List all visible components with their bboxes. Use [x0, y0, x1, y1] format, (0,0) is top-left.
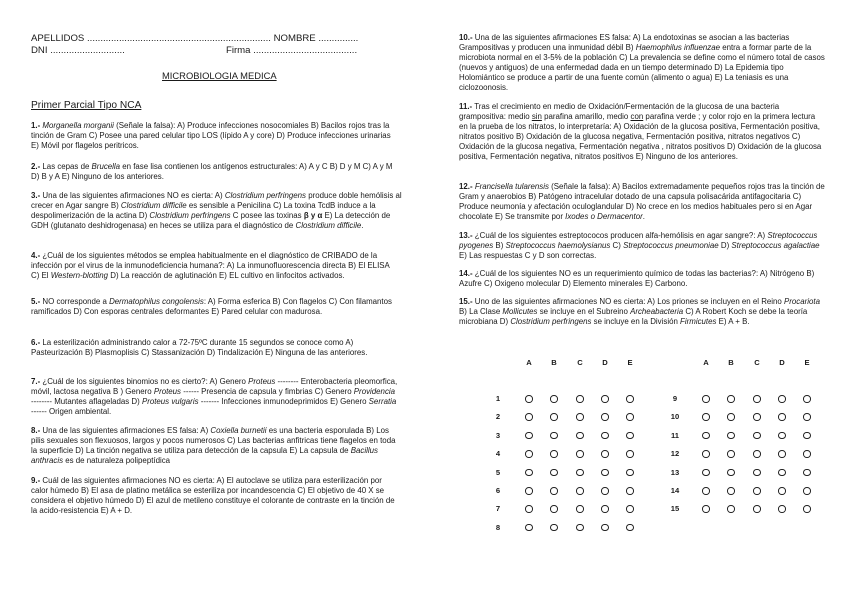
answer-bubble-5-a[interactable] [525, 469, 533, 477]
answer-bubble-6-e[interactable] [626, 487, 634, 495]
answer-bubble-10-b[interactable] [727, 413, 735, 421]
answer-bubble-13-a[interactable] [702, 469, 710, 477]
answer-bubble-12-a[interactable] [702, 450, 710, 458]
answer-bubble-14-a[interactable] [702, 487, 710, 495]
answer-row-9-number: 9 [672, 394, 678, 403]
left-header-d: D [602, 358, 608, 367]
right-header-c: C [754, 358, 760, 367]
answer-bubble-1-a[interactable] [525, 395, 533, 403]
answer-bubble-8-d[interactable] [601, 524, 609, 532]
firma-line: Firma ....................................... [226, 45, 358, 56]
answer-row-15-number: 15 [670, 504, 680, 514]
answer-bubble-14-b[interactable] [727, 487, 735, 495]
answer-bubble-9-e[interactable] [803, 395, 811, 403]
answer-row-4-number: 4 [495, 449, 501, 459]
question-8: 8.- Una de las siguientes afirmaciones ES falsa: A) Coxiella burnetii es una bacteria esporulada B) Los pilis sexuales son flexuosos, largos y pocos numerosos C) Las bacterias anfitricas tiene flagelos en toda la superficie D) La tinción negativa se utiliza para detección de la capsula E) La capsula de Bacillus anthracis es de naturaleza polipeptídica [31, 426, 396, 466]
answer-bubble-13-d[interactable] [778, 469, 786, 477]
answer-grid-left [495, 358, 645, 533]
question-2: 2.- Las cepas de Brucella en fase lisa contienen los antígenos estructurales: A) A y C B) D y M C) A y M D) B y A E) Ninguno de los anteriores. [31, 162, 393, 182]
answer-bubble-7-a[interactable] [525, 505, 533, 513]
answer-bubble-8-c[interactable] [576, 524, 584, 532]
answer-bubble-13-e[interactable] [803, 469, 811, 477]
answer-bubble-10-e[interactable] [803, 413, 811, 421]
answer-bubble-9-c[interactable] [753, 395, 761, 403]
answer-bubble-8-b[interactable] [550, 524, 558, 532]
answer-bubble-14-e[interactable] [803, 487, 811, 495]
answer-bubble-6-c[interactable] [576, 487, 584, 495]
answer-bubble-8-e[interactable] [626, 524, 634, 532]
answer-grid-right [672, 358, 822, 518]
answer-bubble-3-a[interactable] [525, 432, 533, 440]
answer-bubble-14-c[interactable] [753, 487, 761, 495]
question-3: 3.- Una de las siguientes afirmaciones NO es cierta: A) Clostridium perfringens produce doble hemólisis al crecer en Agar sangre B) Clostridium difficile es sensible a Penicilina C) La toxina TcdB induce a la despolimerización de la actina D) Clostridium perfringens C posee las toxinas β y α E) La detección de GDH (glutanato deshidrogenasa) en heces se utiliza para el diagnóstico de Clostridium difficile. [31, 191, 402, 231]
page-title: MICROBIOLOGIA MEDICA [162, 70, 277, 81]
question-15: 15.- Uno de las siguientes afirmaciones NO es cierta: A) Los priones se incluyen en el Reino Procariota B) La Clase Mollicutes se incluye en el Subreino Archeabacteria C) A Robert Koch se debe la teoría microbiana D) Clostridium perfringens se incluye en la División Firmicutes E) A + B. [459, 297, 820, 327]
answer-bubble-4-e[interactable] [626, 450, 634, 458]
answer-row-1-number: 1 [495, 394, 501, 403]
answer-bubble-3-c[interactable] [576, 432, 584, 440]
answer-row-11-number: 11 [670, 430, 680, 440]
question-12: 12.- Francisella tularensis (Señale la falsa): A) Bacilos extremadamente pequeños rojos tras la tinción de Gram y anaerobios B) Patógeno intracelular dotado de una capsula polisacárida antifagocitaria C) Produce neumonía y afectación oculoglandular D) No crece en los medios habituales pero si en Agar chocolate E) Se transmite por Ixodes o Dermacentor. [459, 182, 825, 222]
answer-bubble-11-d[interactable] [778, 432, 786, 440]
answer-bubble-1-c[interactable] [576, 395, 584, 403]
answer-bubble-11-a[interactable] [702, 432, 710, 440]
right-header-b: B [728, 358, 734, 367]
answer-bubble-6-a[interactable] [525, 487, 533, 495]
answer-bubble-1-b[interactable] [550, 395, 558, 403]
answer-bubble-12-e[interactable] [803, 450, 811, 458]
answer-row-6-number: 6 [495, 486, 501, 495]
answer-bubble-4-a[interactable] [525, 450, 533, 458]
dni-line: DNI ............................ [31, 45, 125, 56]
answer-row-10-number: 10 [670, 412, 680, 422]
answer-bubble-4-b[interactable] [550, 450, 558, 458]
right-header-a: A [703, 358, 709, 367]
answer-bubble-2-a[interactable] [525, 413, 533, 421]
answer-row-3-number: 3 [495, 430, 501, 440]
answer-bubble-7-b[interactable] [550, 505, 558, 513]
answer-bubble-12-d[interactable] [778, 450, 786, 458]
answer-bubble-2-b[interactable] [550, 413, 558, 421]
answer-bubble-11-e[interactable] [803, 432, 811, 440]
apellidos-line: APELLIDOS ..................................................................... NOMBRE ............... [31, 33, 359, 44]
answer-bubble-11-b[interactable] [727, 432, 735, 440]
answer-bubble-13-c[interactable] [753, 469, 761, 477]
answer-row-14-number: 14 [670, 486, 680, 495]
answer-bubble-9-b[interactable] [727, 395, 735, 403]
answer-bubble-5-c[interactable] [576, 469, 584, 477]
left-header-c: C [577, 358, 583, 367]
question-11: 11.- Tras el crecimiento en medio de Oxidación/Fermentación de la glucosa de una bacteria grampositiva: medio sin parafina amarillo, medio con parafina verde ; y color rojo en la primera lectura en la prueba de los nitratos, lo interpretaría: A) Oxidación de la glucosa positiva, Fermentación positiva, nitratos positivo B) Oxidación de la glucosa negativa, Fermentación positiva, nitratos negativos C) Oxidación de la glucosa negativa, Fermentación negativa , nitratos positivos D) Oxidación de la glucosa positiva, Fermentación negativa, nitratos positivos E) Ninguno de los anteriores. [459, 102, 822, 162]
answer-row-7-number: 7 [495, 504, 501, 514]
answer-row-2-number: 2 [495, 412, 501, 422]
answer-bubble-10-c[interactable] [753, 413, 761, 421]
answer-bubble-15-e[interactable] [803, 505, 811, 513]
answer-row-8-number: 8 [495, 522, 501, 532]
question-1: 1.- Morganella morganii (Señale la falsa): A) Produce infecciones nosocomiales B) Bacilos rojos tras la tinción de Gram C) Posee una pared celular tipo LOS (lípido A y core) D) Produce infecciones urinarias E) Móvil por flagelos peritricos. [31, 121, 391, 151]
answer-bubble-3-e[interactable] [626, 432, 634, 440]
answer-bubble-12-b[interactable] [727, 450, 735, 458]
answer-bubble-7-e[interactable] [626, 505, 634, 513]
answer-bubble-4-c[interactable] [576, 450, 584, 458]
answer-bubble-5-e[interactable] [626, 469, 634, 477]
answer-bubble-3-d[interactable] [601, 432, 609, 440]
answer-bubble-8-a[interactable] [525, 524, 533, 532]
question-6: 6.- La esterilización administrando calor a 72-75ºC durante 15 segundos se conoce como A) Pasteurización B) Plasmoplisis C) Stassanización D) Tindalización E) Ninguna de las anteriores. [31, 338, 368, 358]
left-header-e: E [627, 358, 633, 367]
answer-bubble-1-d[interactable] [601, 395, 609, 403]
answer-bubble-15-c[interactable] [753, 505, 761, 513]
answer-bubble-14-d[interactable] [778, 487, 786, 495]
question-9: 9.- Cuál de las siguientes afirmaciones NO es cierta: A) El autoclave se utiliza para esterilización por calor húmedo B) El asa de platino metálica se esteriliza por incandescencia C) El objetivo de 40 X se considera el objetivo húmedo D) El azul de metileno constituye el colorante de contraste en la tinción de la acido-resistencia E) A + D. [31, 476, 395, 516]
question-10: 10.- Una de las siguientes afirmaciones ES falsa: A) La endotoxinas se asocian a las bacterias Grampositivas y producen una inmunidad débil B) Haemophilus influenzae entra a formar parte de la microbiota normal en el 3-5% de la población C) La prevalencia se define como el número total de casos (nuevos y antiguos) de una enfermedad dada en un tiempo determinado D) La Epidemia tipo Holomiántico se produce a partir de una fuente común (alimento o agua) E) La teniasis es una ciclozoonosis. [459, 33, 825, 93]
answer-bubble-4-d[interactable] [601, 450, 609, 458]
answer-bubble-15-b[interactable] [727, 505, 735, 513]
answer-bubble-15-a[interactable] [702, 505, 710, 513]
right-header-d: D [779, 358, 785, 367]
answer-bubble-3-b[interactable] [550, 432, 558, 440]
answer-row-12-number: 12 [670, 449, 680, 459]
answer-bubble-5-d[interactable] [601, 469, 609, 477]
question-13: 13.- ¿Cuál de los siguientes estreptococos producen alfa-hemólisis en agar sangre?: A) Streptococcus pyogenes B) Streptococcus haemolysianus C) Streptococcus pneumoniae D) Streptococcus agalactiae E) Las respuestas C y D son correctas. [459, 231, 820, 261]
left-header-a: A [526, 358, 532, 367]
answer-bubble-11-c[interactable] [753, 432, 761, 440]
right-header-e: E [804, 358, 810, 367]
answer-bubble-1-e[interactable] [626, 395, 634, 403]
answer-row-13-number: 13 [670, 467, 680, 477]
answer-bubble-7-c[interactable] [576, 505, 584, 513]
question-5: 5.- NO corresponde a Dermatophilus congolensis: A) Forma esferica B) Con flagelos C) Con filamantos ramificados D) Con esporas centrales deformantes E) Pared celular con madurosa. [31, 297, 392, 317]
question-7: 7.- ¿Cuál de los siguientes binomios no es cierto?: A) Genero Proteus -------- Enterobacteria pleomorfica, móvil, lactosa negativa B ) Genero Proteus ------ Presencia de capsula y fimbrias C) Genero Providencia -------- Mutantes aflageladas D) Proteus vulgaris ------- Infecciones inmunodeprimidos E) Genero Serratia ------ Origen ambiental. [31, 377, 398, 417]
left-header-b: B [551, 358, 557, 367]
answer-row-5-number: 5 [495, 467, 501, 477]
question-14: 14.- ¿Cuál de los siguientes NO es un requerimiento químico de todas las bacterias?: A) Nitrógeno B) Azufre C) Oxigeno molecular D) Elemento minerales E) Carbono. [459, 269, 815, 289]
answer-bubble-7-d[interactable] [601, 505, 609, 513]
answer-bubble-2-c[interactable] [576, 413, 584, 421]
answer-bubble-12-c[interactable] [753, 450, 761, 458]
exam-subtitle: Primer Parcial Tipo NCA [31, 100, 142, 111]
answer-bubble-9-a[interactable] [702, 395, 710, 403]
answer-bubble-2-e[interactable] [626, 413, 634, 421]
answer-bubble-5-b[interactable] [550, 469, 558, 477]
answer-bubble-6-d[interactable] [601, 487, 609, 495]
answer-bubble-15-d[interactable] [778, 505, 786, 513]
answer-bubble-10-a[interactable] [702, 413, 710, 421]
answer-bubble-2-d[interactable] [601, 413, 609, 421]
answer-bubble-9-d[interactable] [778, 395, 786, 403]
question-4: 4.- ¿Cuál de los siguientes métodos se emplea habitualmente en el diagnóstico de CRIBADO de la infección por el virus de la inmunodeficiencia humana?: A) La inmunofluorescencia directa B) El ELISA C) El Western-blotting D) La reacción de aglutinación E) EL cultivo en linfocitos activados. [31, 251, 390, 281]
answer-bubble-6-b[interactable] [550, 487, 558, 495]
answer-bubble-13-b[interactable] [727, 469, 735, 477]
answer-bubble-10-d[interactable] [778, 413, 786, 421]
